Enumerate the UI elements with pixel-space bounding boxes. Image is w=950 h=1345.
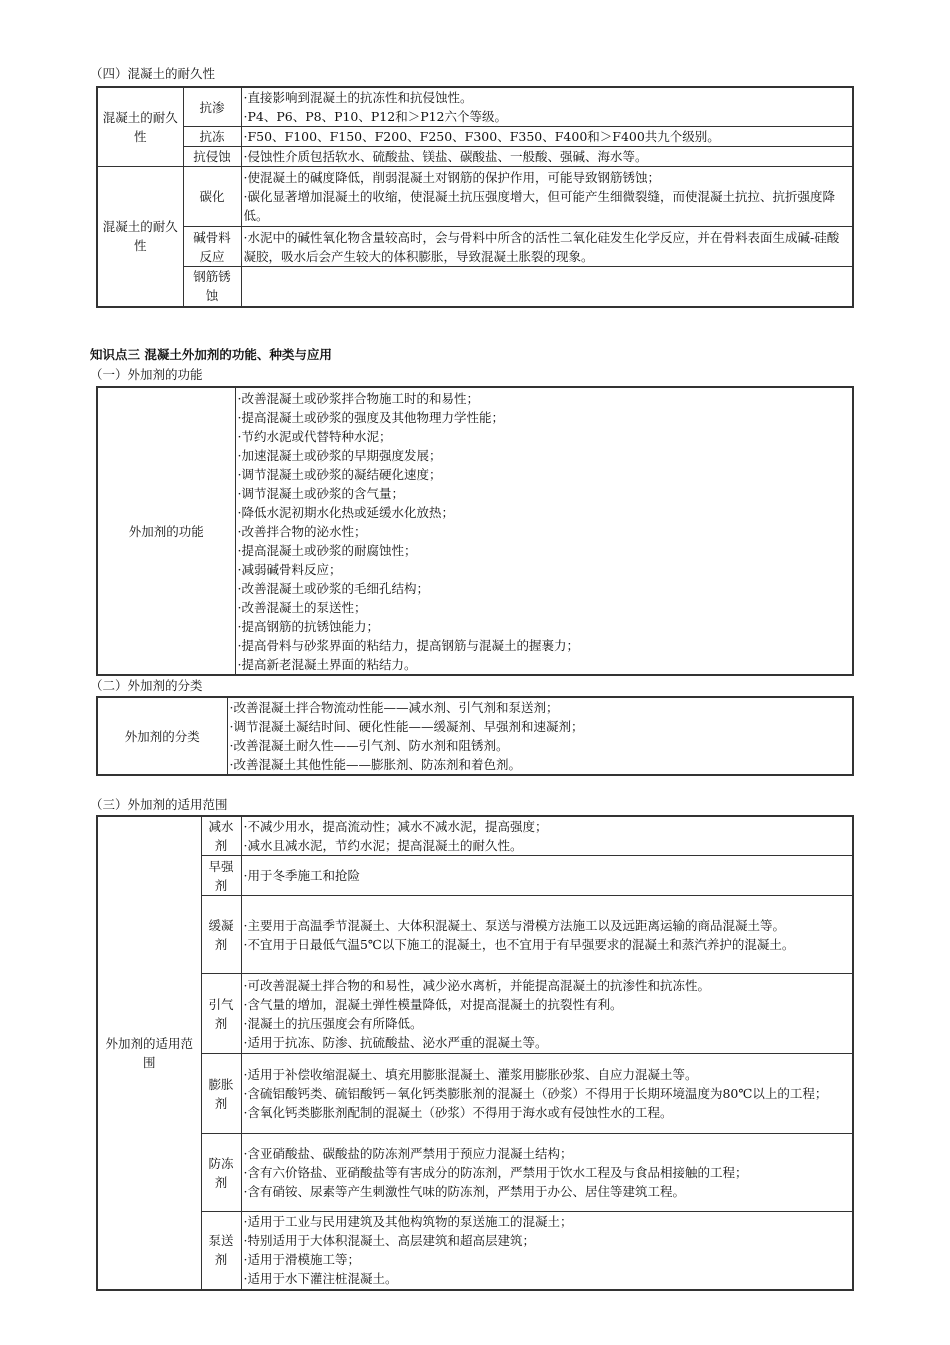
section-heading-durability: （四）混凝土的耐久性 [90, 66, 216, 81]
row-content-antifreeze: ·含亚硝酸盐、碳酸盐的防冻剂严禁用于预应力混凝土结构； ·含有六价铬盐、亚硝酸盐等有害成分的防冻剂，严禁用于饮水工程及与食品相接触的工程； ·含有硝铵、尿素等产生刺激性气味的防冻剂，严禁用于办公、居住等建筑工程。 [241, 1134, 853, 1212]
row-label-air-entraining: 引气剂 [201, 974, 241, 1054]
row-content-air-entraining: ·可改善混凝土拌合物的和易性，减少泌水离析，并能提高混凝土的抗渗性和抗冻性。 ·含气量的增加，混凝土弹性模量降低，对提高混凝土的抗裂性有利。 ·混凝土的抗压强度会有所降低。 ·适用于抗冻、防渗、抗硫酸盐、泌水严重的混凝土等。 [241, 974, 853, 1054]
section-heading-application: （三）外加剂的适用范围 [90, 797, 228, 812]
list-item: ·降低水泥初期水化热或延缓水化放热； [237, 504, 454, 520]
row-label-water-reducer: 减水剂 [201, 816, 241, 856]
section-heading-functions: （一）外加剂的功能 [90, 367, 203, 382]
list-item: ·调节混凝土或砂浆的凝结硬化速度； [237, 466, 442, 482]
row-label-rebar-corrosion: 钢筋锈蚀 [183, 267, 241, 307]
row-content-water-reducer: ·不减少用水，提高流动性；减水不减水泥，提高强度； ·减水且减水泥，节约水泥；提高混凝土的耐久性。 [241, 816, 853, 856]
durability-group-label-1: 混凝土的耐久性 [97, 87, 183, 167]
list-item: ·减弱碱骨料反应； [237, 561, 342, 577]
list-item: ·调节混凝土凝结时间、硬化性能——缓凝剂、早强剂和速凝剂； [229, 719, 584, 734]
list-item: ·提高新老混凝土界面的粘结力。 [237, 656, 417, 672]
row-label-erosion: 抗侵蚀 [183, 147, 241, 167]
list-item: ·提高钢筋的抗锈蚀能力； [237, 618, 379, 634]
knowledge-point-title: 知识点三 混凝土外加剂的功能、种类与应用 [90, 347, 332, 362]
row-label-retarder: 缓凝剂 [201, 896, 241, 974]
row-content-alkali-aggregate: ·水泥中的碱性氧化物含量较高时，会与骨料中所含的活性二氧化硅发生化学反应，并在骨料表面生成碱-硅酸凝胶，吸水后会产生较大的体积膨胀，导致混凝土胀裂的现象。 [241, 227, 853, 267]
classification-label: 外加剂的分类 [97, 697, 227, 775]
list-item: ·节约水泥或代替特种水泥； [237, 428, 392, 444]
functions-label: 外加剂的功能 [97, 387, 235, 675]
row-content-impermeability: ·直接影响到混凝土的抗冻性和抗侵蚀性。 ·P4、P6、P8、P10、P12和＞P12六个等级。 [241, 87, 853, 127]
list-item: ·改善混凝土拌合物流动性能——减水剂、引气剂和泵送剂； [229, 700, 559, 715]
list-item: ·调节混凝土或砂浆的含气量； [237, 485, 404, 501]
row-label-antifreeze: 防冻剂 [201, 1134, 241, 1212]
list-item: ·加速混凝土或砂浆的早期强度发展； [237, 447, 442, 463]
row-content-retarder: ·主要用于高温季节混凝土、大体积混凝土、泵送与滑模方法施工以及远距离运输的商品混凝土等。 ·不宜用于日最低气温5℃以下施工的混凝土，也不宜用于有早强要求的混凝土和蒸汽养护的混凝土。 [241, 896, 853, 974]
application-table [96, 815, 854, 1291]
list-item: ·改善混凝土或砂浆的毛细孔结构； [237, 580, 429, 596]
functions-table [96, 386, 854, 676]
functions-list [235, 387, 853, 675]
list-item: ·改善拌合物的泌水性； [237, 523, 367, 539]
classification-table [96, 696, 854, 776]
row-label-pumping: 泵送剂 [201, 1212, 241, 1290]
application-label: 外加剂的适用范围 [97, 816, 201, 1290]
list-item: ·改善混凝土或砂浆拌合物施工时的和易性； [237, 390, 479, 406]
row-content-erosion: ·侵蚀性介质包括软水、硫酸盐、镁盐、碳酸盐、一般酸、强碱、海水等。 [241, 147, 853, 167]
row-content-expansive: ·适用于补偿收缩混凝土、填充用膨胀混凝土、灌浆用膨胀砂浆、自应力混凝土等。 ·含硫铝酸钙类、硫铝酸钙－氧化钙类膨胀剂的混凝土（砂浆）不得用于长期环境温度为80℃以上的工程； ·含氧化钙类膨胀剂配制的混凝土（砂浆）不得用于海水或有侵蚀性水的工程。 [241, 1054, 853, 1134]
row-label-carbonation: 碳化 [183, 167, 241, 227]
section-heading-classification: （二）外加剂的分类 [90, 678, 203, 693]
list-item: ·提高骨料与砂浆界面的粘结力，提高钢筋与混凝土的握裹力； [237, 637, 579, 653]
row-content-frost: ·F50、F100、F150、F200、F250、F300、F350、F400和＞F400共九个级别。 [241, 127, 853, 147]
row-content-early-strength: ·用于冬季施工和抢险 [241, 856, 853, 896]
list-item: ·提高混凝土或砂浆的强度及其他物理力学性能； [237, 409, 504, 425]
list-item: ·改善混凝土耐久性——引气剂、防水剂和阻锈剂。 [229, 738, 509, 753]
row-label-frost: 抗冻 [183, 127, 241, 147]
list-item: ·提高混凝土或砂浆的耐腐蚀性； [237, 542, 417, 558]
durability-group-label-2: 混凝土的耐久性 [97, 167, 183, 307]
durability-table [96, 86, 854, 308]
row-label-early-strength: 早强剂 [201, 856, 241, 896]
list-item: ·改善混凝土的泵送性； [237, 599, 367, 615]
row-content-carbonation: ·使混凝土的碱度降低，削弱混凝土对钢筋的保护作用，可能导致钢筋锈蚀； ·碳化显著增加混凝土的收缩，使混凝土抗压强度增大，但可能产生细微裂缝，而使混凝土抗拉、抗折强度降低。 [241, 167, 853, 227]
row-content-rebar-corrosion [241, 267, 853, 307]
list-item: ·改善混凝土其他性能——膨胀剂、防冻剂和着色剂。 [229, 757, 521, 772]
classification-list [227, 697, 853, 775]
row-label-impermeability: 抗渗 [183, 87, 241, 127]
row-content-pumping: ·适用于工业与民用建筑及其他构筑物的泵送施工的混凝土； ·特别适用于大体积混凝土、高层建筑和超高层建筑； ·适用于滑模施工等； ·适用于水下灌注桩混凝土。 [241, 1212, 853, 1290]
row-label-alkali-aggregate: 碱骨料反应 [183, 227, 241, 267]
row-label-expansive: 膨胀剂 [201, 1054, 241, 1134]
